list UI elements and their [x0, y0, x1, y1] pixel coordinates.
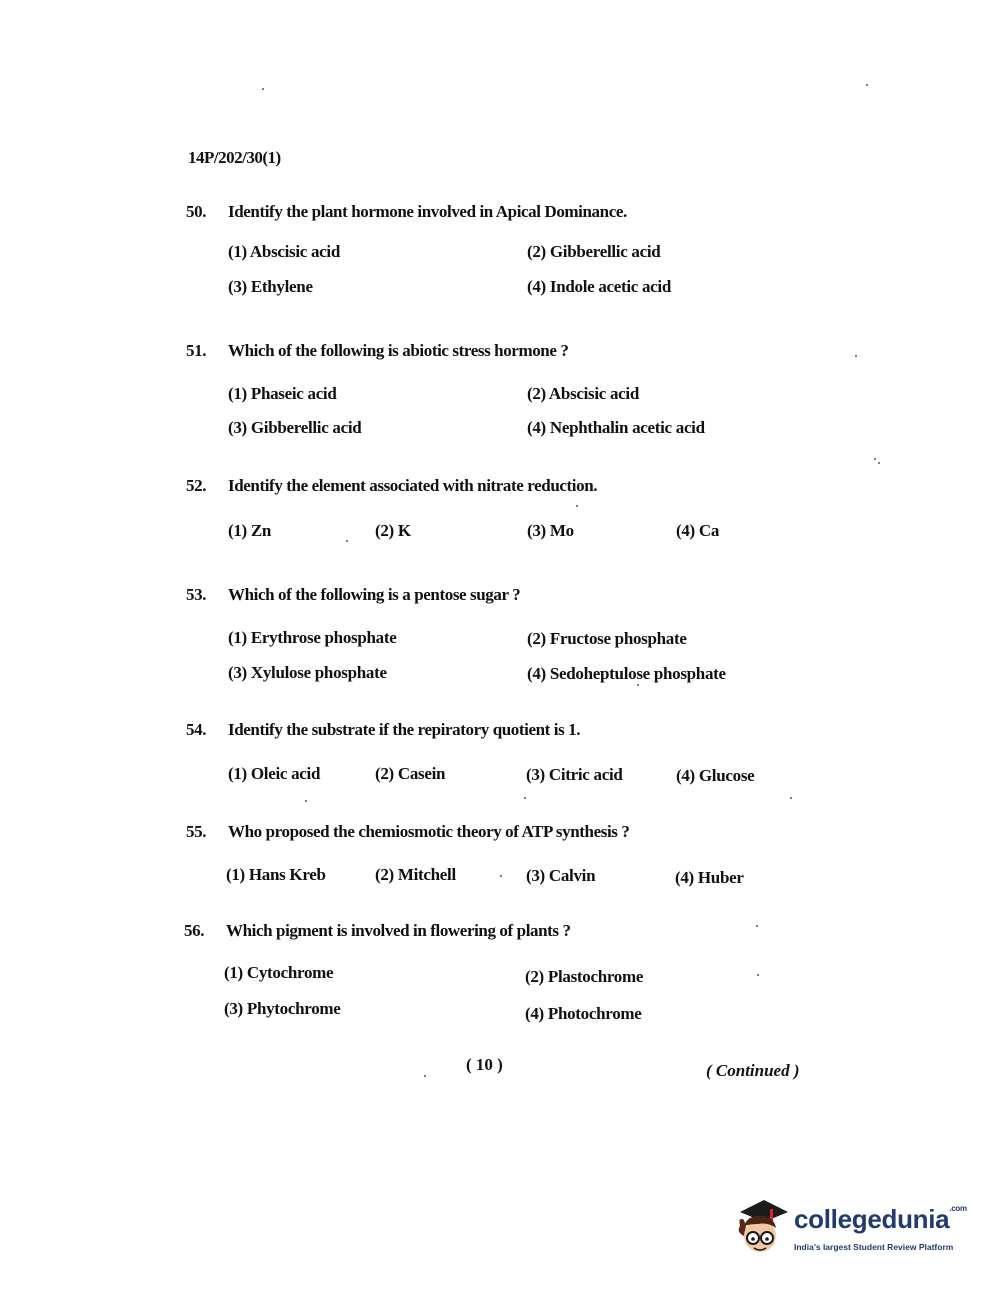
- option: (1) Phaseic acid: [228, 384, 337, 403]
- continued-label: ( Continued ): [706, 1061, 800, 1080]
- option: (3) Phytochrome: [224, 999, 341, 1018]
- scan-speck: [576, 505, 578, 507]
- option: (3) Citric acid: [526, 765, 623, 784]
- option: (2) Casein: [375, 764, 446, 783]
- scan-speck: [790, 797, 792, 799]
- scan-speck: [866, 84, 868, 86]
- question-number: 56.: [184, 921, 205, 940]
- option: (4) Ca: [676, 521, 720, 540]
- scan-speck: [874, 458, 876, 460]
- option: (4) Glucose: [676, 766, 755, 785]
- question-number: 53.: [186, 585, 207, 604]
- logo-tagline: India's largest Student Review Platform: [794, 1242, 954, 1252]
- option: (4) Indole acetic acid: [527, 277, 672, 296]
- option: (1) Erythrose phosphate: [228, 628, 397, 647]
- logo-wordmark: collegedunia$^{.com}$: [794, 1204, 967, 1234]
- question-number: 54.: [186, 720, 207, 739]
- scan-speck: [757, 974, 759, 976]
- scan-speck: [637, 684, 639, 686]
- question-56: [184, 921, 571, 941]
- question-text: Which pigment is involved in flowering of plants ?: [226, 921, 571, 940]
- question-text: Who proposed the chemiosmotic theory of ATP synthesis ?: [228, 822, 630, 841]
- option: (3) Calvin: [526, 866, 596, 885]
- question-51: [186, 341, 568, 361]
- option: (2) K: [375, 521, 411, 540]
- option: (3) Mo: [527, 521, 574, 540]
- option: (4) Photochrome: [525, 1004, 642, 1023]
- option: (1) Cytochrome: [224, 963, 334, 982]
- scan-speck: [878, 462, 880, 464]
- option: (1) Hans Kreb: [226, 865, 326, 884]
- scan-speck: [756, 925, 758, 927]
- question-number: 55.: [186, 822, 207, 841]
- option: (2) Plastochrome: [525, 967, 644, 986]
- option: (4) Huber: [675, 868, 744, 887]
- scan-speck: [855, 355, 857, 357]
- question-54: [186, 720, 580, 740]
- scan-speck: [524, 797, 526, 799]
- option: (3) Gibberellic acid: [228, 418, 362, 437]
- scan-speck: [424, 1075, 426, 1077]
- option: (2) Mitchell: [375, 865, 456, 884]
- paper-code: 14P/202/30(1): [188, 148, 281, 167]
- question-53: [186, 585, 520, 605]
- option: (1) Zn: [228, 521, 272, 540]
- page-number: ( 10 ): [466, 1055, 503, 1074]
- option: (4) Nephthalin acetic acid: [527, 418, 705, 437]
- option: (1) Abscisic acid: [228, 242, 341, 261]
- question-50: [186, 202, 627, 222]
- mascot-icon: [734, 1196, 792, 1262]
- option: (2) Gibberellic acid: [527, 242, 661, 261]
- scan-speck: [346, 540, 348, 542]
- question-text: Identify the substrate if the repiratory quotient is 1.: [228, 720, 581, 739]
- option: (3) Xylulose phosphate: [228, 663, 387, 682]
- option: (1) Oleic acid: [228, 764, 321, 783]
- question-text: Identify the element associated with nitrate reduction.: [228, 476, 598, 495]
- option: (2) Fructose phosphate: [527, 629, 687, 648]
- question-number: 51.: [186, 341, 207, 360]
- question-text: Identify the plant hormone involved in Apical Dominance.: [228, 202, 627, 221]
- question-text: Which of the following is abiotic stress hormone ?: [228, 341, 569, 360]
- collegedunia-logo[interactable]: [734, 1196, 967, 1266]
- question-number: 52.: [186, 476, 207, 495]
- question-text: Which of the following is a pentose sugar ?: [228, 585, 521, 604]
- option: (4) Sedoheptulose phosphate: [527, 664, 726, 683]
- option: (3) Ethylene: [228, 277, 313, 296]
- question-number: 50.: [186, 202, 207, 221]
- option: (2) Abscisic acid: [527, 384, 640, 403]
- scan-speck: [262, 88, 264, 90]
- scan-speck: [305, 800, 307, 802]
- question-55: [186, 822, 629, 842]
- scan-speck: [500, 875, 502, 877]
- question-52: [186, 476, 597, 496]
